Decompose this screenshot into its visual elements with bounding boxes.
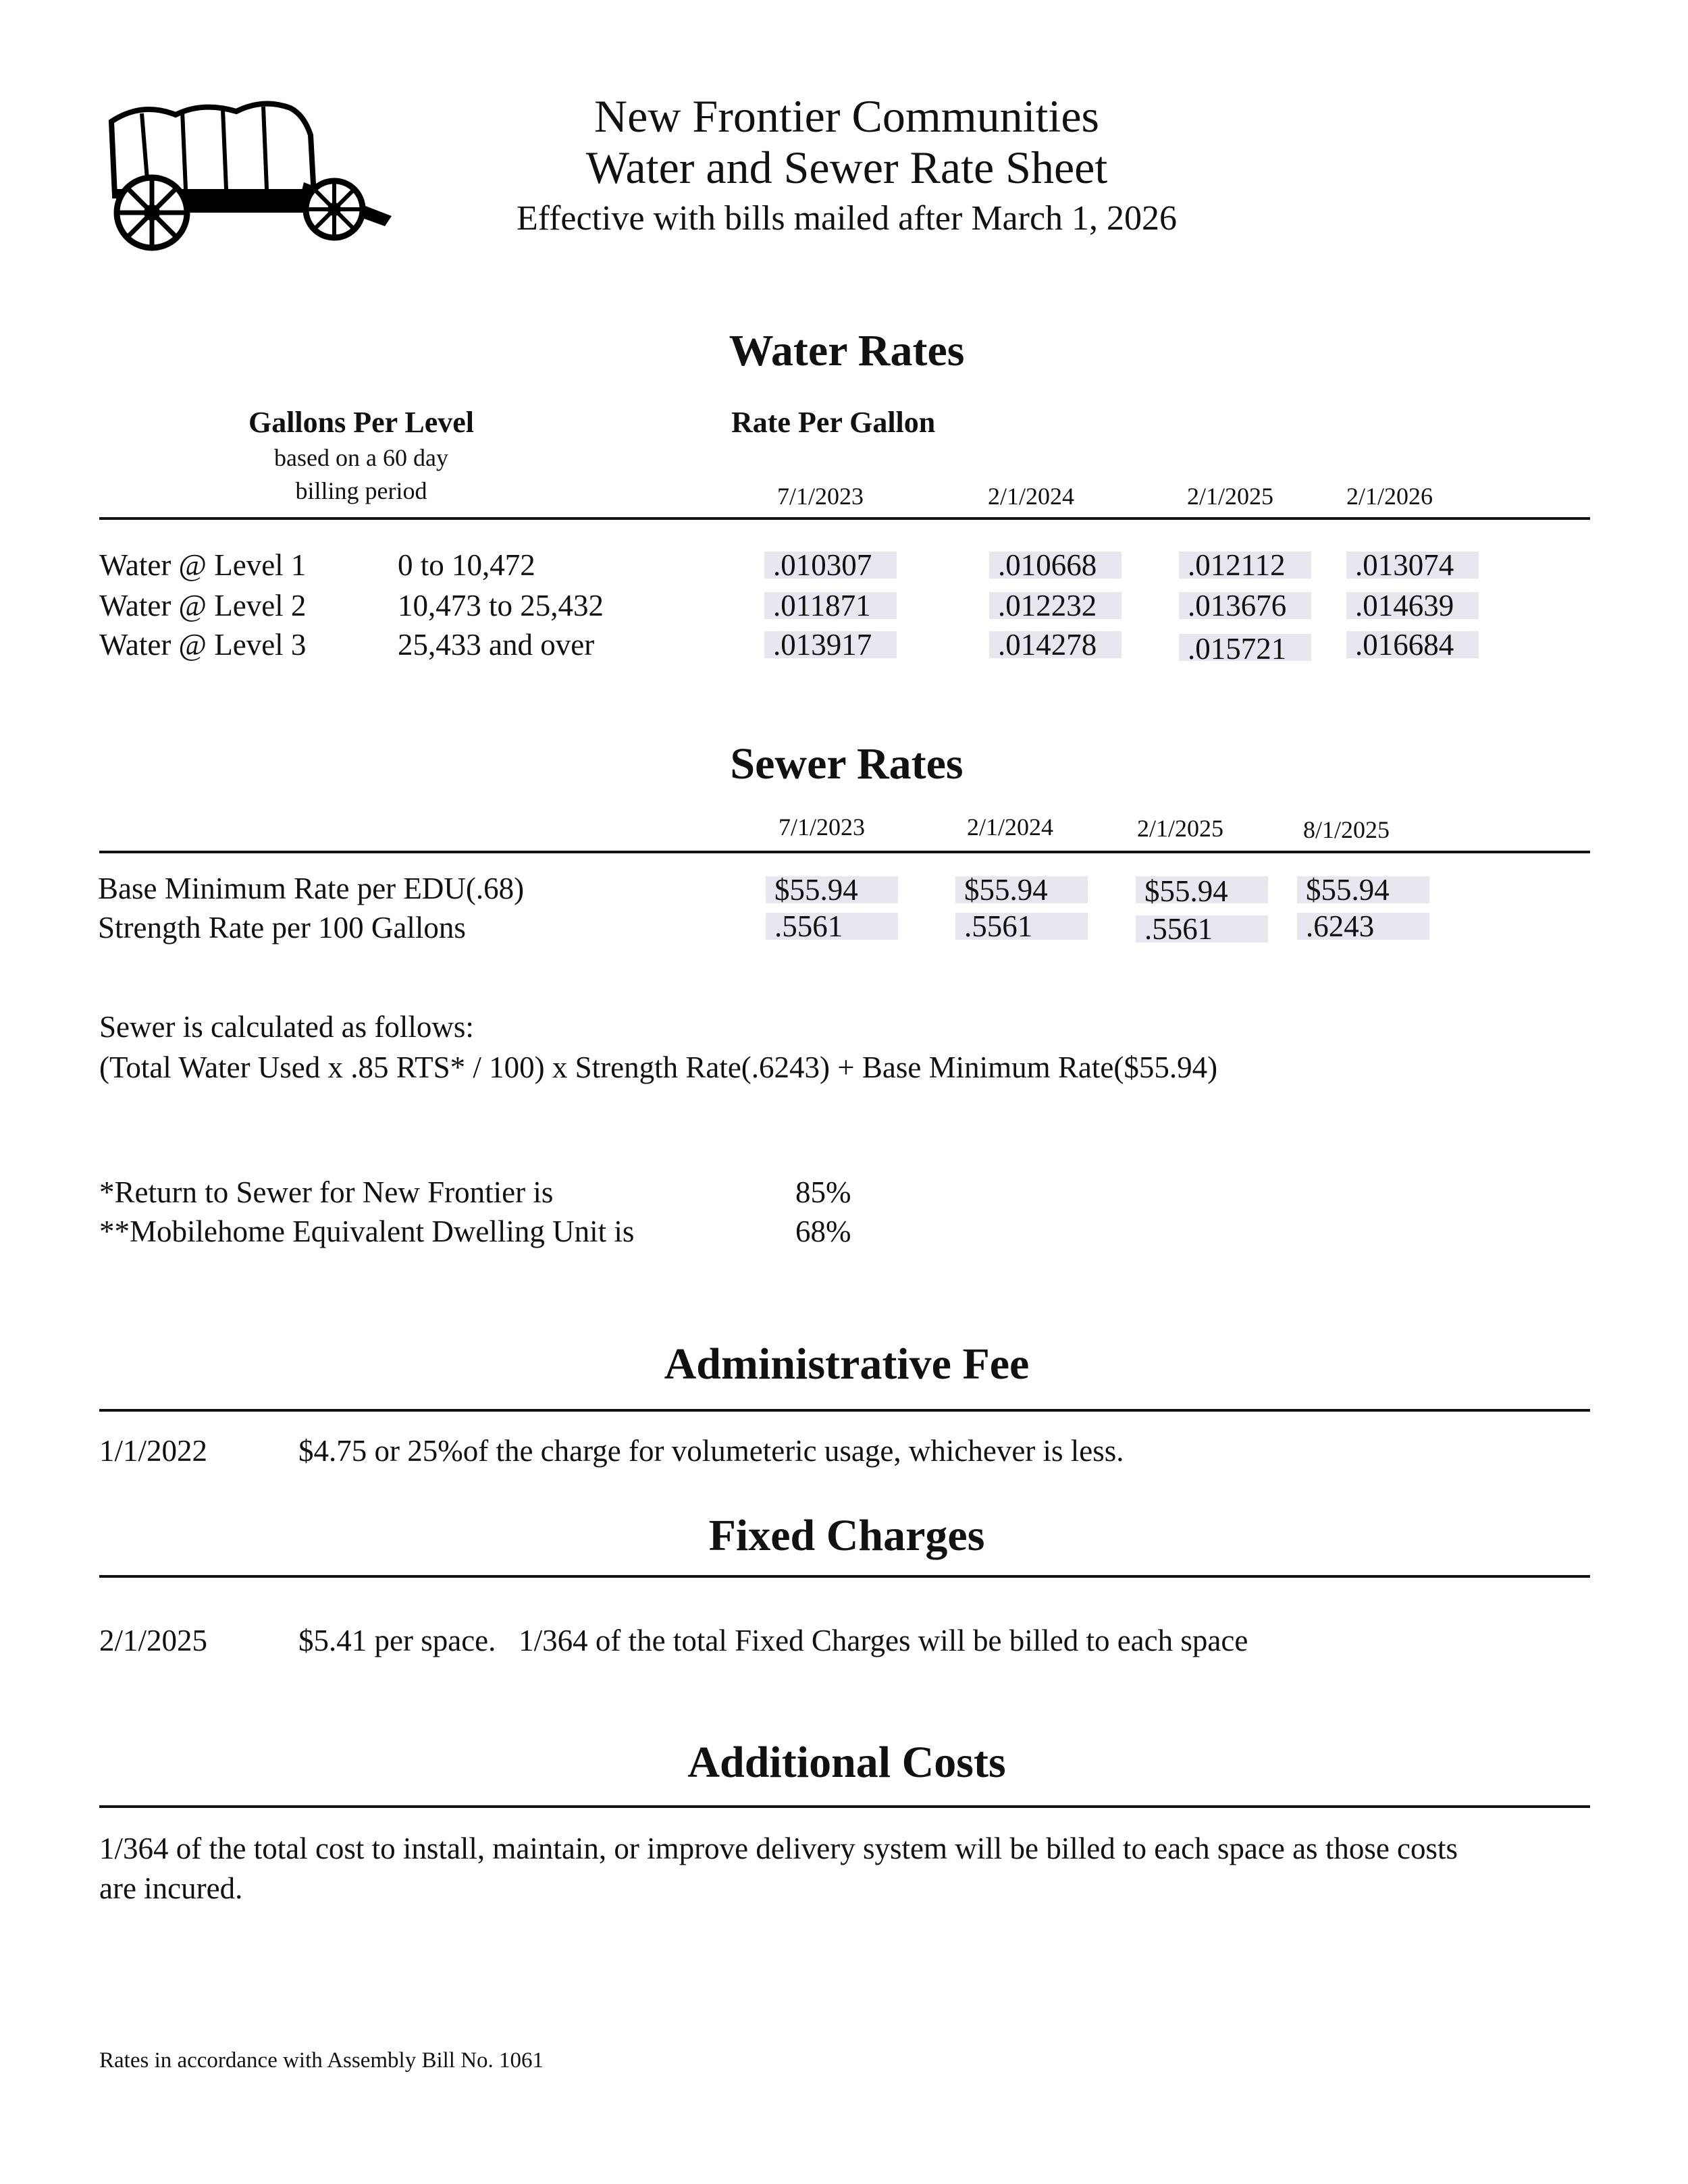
- gallons-note: based on a 60 day: [274, 444, 448, 471]
- rate-value: .010307: [773, 548, 872, 582]
- additional-costs-text: are incured.: [99, 1871, 243, 1905]
- rate-value: .010668: [998, 548, 1097, 582]
- water-date-header: 2/1/2025: [1187, 483, 1274, 510]
- rate-value: .013917: [773, 628, 872, 662]
- rate-value: .011871: [773, 589, 871, 622]
- water-date-header: 2/1/2026: [1346, 483, 1433, 510]
- additional-costs-text: 1/364 of the total cost to install, maintain, or improve delivery system will be billed to each space as those costs: [99, 1832, 1458, 1865]
- rate-per-gallon-header: Rate Per Gallon: [731, 406, 936, 439]
- footer-note: Rates in accordance with Assembly Bill No. 1061: [99, 2048, 544, 2073]
- rate-value: .012232: [998, 589, 1097, 622]
- sewer-rates-heading: Sewer Rates: [730, 739, 964, 789]
- row-label: Strength Rate per 100 Gallons: [98, 911, 466, 944]
- sewer-date-header: 2/1/2025: [1137, 815, 1224, 842]
- divider: [99, 851, 1590, 853]
- rate-value: $55.94: [1144, 874, 1228, 908]
- rate-value: .5561: [1144, 912, 1213, 946]
- edu-label: **Mobilehome Equivalent Dwelling Unit is: [99, 1215, 635, 1248]
- rate-value: .014278: [998, 628, 1097, 662]
- divider: [99, 517, 1590, 520]
- wagon-wheel-left: [117, 178, 187, 248]
- edu-value: 68%: [795, 1215, 851, 1248]
- effective-date: Effective with bills mailed after March 1, 2026: [516, 199, 1178, 238]
- additional-costs-heading: Additional Costs: [687, 1738, 1006, 1787]
- rate-value: .014639: [1355, 589, 1454, 622]
- sewer-calc-formula: (Total Water Used x .85 RTS* / 100) x Strength Rate(.6243) + Base Minimum Rate($55.94): [99, 1050, 1218, 1084]
- admin-fee-date: 1/1/2022: [99, 1434, 208, 1468]
- sewer-date-header: 7/1/2023: [779, 814, 866, 841]
- sewer-date-header: 2/1/2024: [967, 814, 1054, 841]
- rate-value: .013074: [1355, 548, 1454, 582]
- fixed-charges-text: $5.41 per space. 1/364 of the total Fixed Charges will be billed to each space: [298, 1624, 1248, 1657]
- rate-value: .016684: [1355, 628, 1454, 662]
- divider: [99, 1575, 1590, 1578]
- water-date-header: 7/1/2023: [777, 483, 864, 510]
- gallons-per-level-header: Gallons Per Level: [248, 406, 475, 439]
- divider: [99, 1805, 1590, 1808]
- rate-value: .5561: [964, 909, 1033, 943]
- covered-wagon-logo: [101, 95, 402, 253]
- wagon-wheel-right: [306, 181, 363, 238]
- document-title: Water and Sewer Rate Sheet: [585, 142, 1108, 193]
- administrative-fee-heading: Administrative Fee: [664, 1339, 1030, 1389]
- row-range: 10,473 to 25,432: [398, 589, 604, 622]
- rate-value: .6243: [1306, 909, 1375, 943]
- water-date-header: 2/1/2024: [988, 483, 1075, 510]
- gallons-note: billing period: [295, 477, 427, 504]
- fixed-charges-date: 2/1/2025: [99, 1624, 208, 1657]
- row-range: 0 to 10,472: [398, 548, 535, 582]
- rate-value: .5561: [774, 909, 843, 943]
- rate-value: $55.94: [964, 873, 1048, 907]
- row-label: Base Minimum Rate per EDU(.68): [98, 872, 525, 905]
- divider: [99, 1409, 1590, 1412]
- rate-value: .013676: [1188, 589, 1287, 622]
- fixed-charges-heading: Fixed Charges: [708, 1511, 985, 1560]
- row-label: Water @ Level 1: [99, 548, 307, 582]
- rate-value: .012112: [1188, 548, 1286, 582]
- sewer-date-header: 8/1/2025: [1303, 816, 1390, 843]
- admin-fee-text: $4.75 or 25%of the charge for volumeteric usage, whichever is less.: [298, 1434, 1124, 1468]
- rate-value: $55.94: [1306, 873, 1390, 907]
- return-to-sewer-label: *Return to Sewer for New Frontier is: [99, 1175, 554, 1209]
- row-range: 25,433 and over: [398, 628, 595, 662]
- row-label: Water @ Level 3: [99, 628, 307, 662]
- org-name: New Frontier Communities: [594, 90, 1099, 142]
- return-to-sewer-value: 85%: [795, 1175, 851, 1209]
- rate-value: $55.94: [774, 873, 858, 907]
- sewer-calc-intro: Sewer is calculated as follows:: [99, 1010, 474, 1044]
- rate-value: .015721: [1188, 632, 1287, 666]
- row-label: Water @ Level 2: [99, 589, 307, 622]
- water-rates-heading: Water Rates: [729, 326, 965, 375]
